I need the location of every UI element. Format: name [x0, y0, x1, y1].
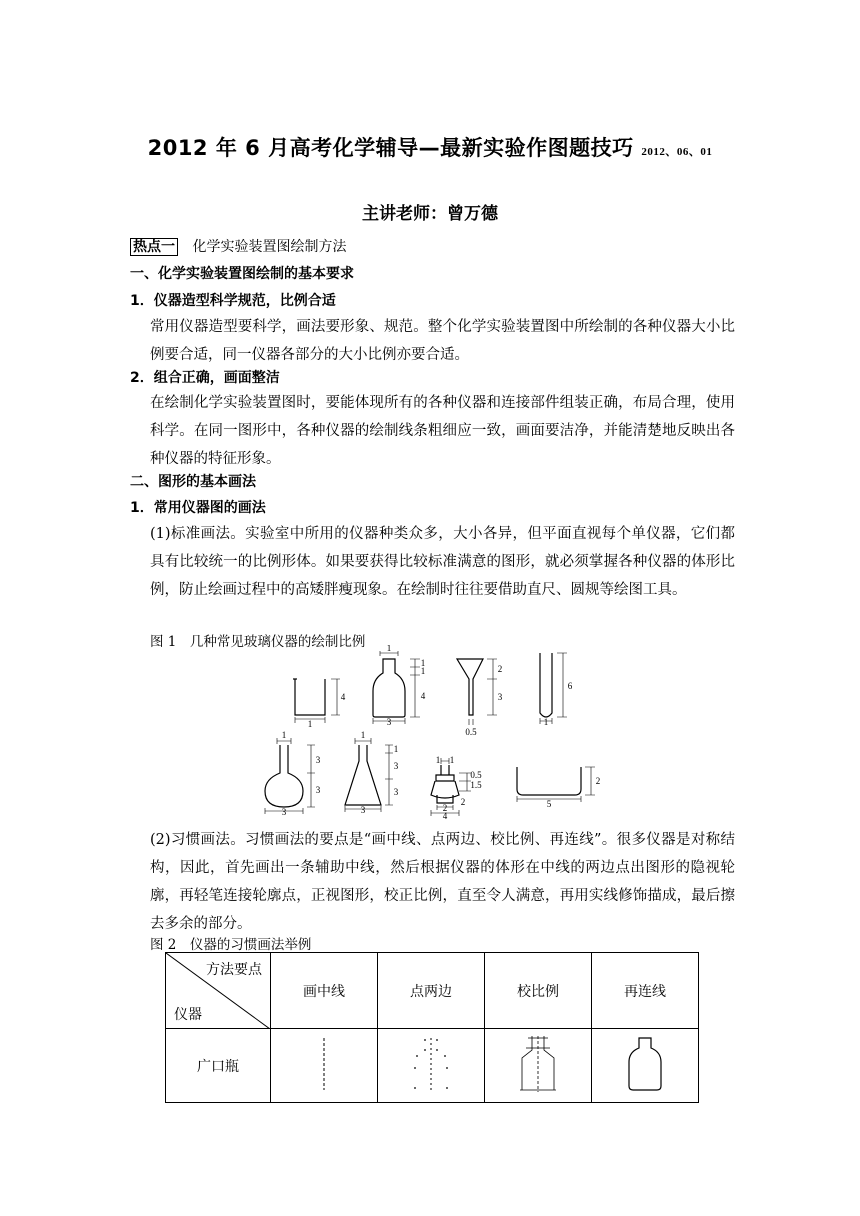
- table-header-cell: 点两边: [378, 953, 485, 1029]
- conical-flask-dimensions: [345, 738, 393, 812]
- corner-bottom-label: 仪器: [174, 1007, 202, 1023]
- section2-heading: 二、图形的基本画法: [130, 474, 256, 490]
- dish-dimensions: [517, 767, 595, 802]
- row-label-cell: 广口瓶: [166, 1029, 271, 1103]
- beaker-width-label: 1: [307, 719, 313, 729]
- bottle-height-label: 4: [420, 691, 426, 701]
- step-connect-cell: [592, 1029, 699, 1103]
- round-flask-dimensions: [265, 738, 315, 814]
- section1-item2-text: 在绘制化学实验装置图时，要能体现所有的各种仪器和连接部件组装正确，布局合理，使用科学。在同一图形中，各种仪器的绘制线条粗细应一致，画面要洁净，并能清楚地反映出各种仪器的特征形象。: [150, 395, 735, 467]
- round-flask-icon: [265, 745, 303, 807]
- beaker-dimensions: [295, 679, 340, 723]
- hotspot-title: 化学实验装置图绘制方法: [192, 239, 347, 255]
- figure1-caption: 图 1 几种常见玻璃仪器的绘制比例: [150, 634, 366, 650]
- step-centerline-cell: [271, 1029, 378, 1103]
- rflask-height-label: 3: [315, 785, 321, 795]
- rflask-top-label: 1: [281, 730, 287, 740]
- bottle-top-label: 1: [386, 645, 392, 653]
- section1-item1-text: 常用仪器造型要科学，画法要形象、规范。整个化学实验装置图中所绘制的各种仪器大小比例要合适，同一仪器各部分的大小比例亦要合适。: [150, 319, 735, 363]
- section2-item1-heading: 1．常用仪器图的画法: [130, 500, 266, 516]
- title-main: 2012 年 6 月高考化学辅导—最新实验作图题技巧: [147, 136, 634, 160]
- title-date: 2012、06、01: [641, 146, 713, 158]
- centerline-sketch-icon: [294, 1034, 354, 1094]
- lamp-a-label: 1: [435, 755, 441, 765]
- tube-height-label: 6: [567, 681, 573, 691]
- lamp-width-label: 4: [442, 811, 448, 820]
- tube-width-label: 1: [543, 717, 549, 727]
- bottle-outline-icon: [615, 1034, 675, 1094]
- corner-top-label: 方法要点: [206, 962, 262, 978]
- teacher-name: 主讲老师：曾万德: [362, 204, 498, 224]
- table-header-cell: 再连线: [592, 953, 699, 1029]
- section1-item1-heading: 1．仪器造型科学规范，比例合适: [130, 293, 336, 309]
- table-header-cell: 画中线: [271, 953, 378, 1029]
- table-row: [166, 1029, 699, 1103]
- bottle-dimensions: [373, 651, 420, 724]
- test-tube-dimensions: [540, 653, 567, 724]
- bottle-width-label: 3: [386, 717, 392, 727]
- cflask-neck-label: 1: [393, 744, 399, 754]
- step-proportion-cell: [485, 1029, 592, 1103]
- funnel-top-label: 2: [497, 664, 503, 674]
- section1-heading: 一、化学实验装置图绘制的基本要求: [130, 266, 354, 282]
- lamp-c-label: 0.5: [470, 770, 482, 780]
- step-points-cell: [378, 1029, 485, 1103]
- funnel-height-label: 3: [497, 692, 503, 702]
- cflask-h1-label: 3: [393, 761, 399, 771]
- test-tube-icon: [540, 653, 552, 717]
- lamp-e-label: 2: [442, 803, 448, 813]
- rflask-neck-label: 3: [315, 755, 321, 765]
- section1-item2-heading: 2．组合正确，画面整洁: [130, 370, 280, 386]
- figure1-glassware-drawing: [255, 645, 615, 820]
- alcohol-lamp-dimensions: [431, 758, 471, 816]
- dish-width-label: 5: [546, 799, 552, 809]
- document-title: [0, 132, 860, 162]
- table-corner-cell: [166, 953, 271, 1029]
- methods-table: [165, 952, 699, 1103]
- habitual-method-paragraph: (2)习惯画法。习惯画法的要点是“画中线、点两边、校比例、再连线”。很多仪器是对称结构，因此，首先画出一条辅助中线，然后根据仪器的体形在中线的两边点出图形的隐视轮廓，再轻笔连接轮廓点，正视图形，校正比例，直至令人满意，再用实线修饰描成，最后擦去多余的部分。: [150, 832, 735, 932]
- funnel-tip-label: 0.5: [465, 727, 477, 737]
- lamp-d-label: 1.5: [470, 780, 482, 790]
- cflask-width-label: 3: [360, 805, 366, 815]
- table-header-row: [166, 953, 699, 1029]
- bottle-icon: [373, 659, 405, 717]
- table-header-cell: 校比例: [485, 953, 592, 1029]
- proportion-sketch-icon: [508, 1034, 568, 1094]
- bottle-neck2-label: 1: [420, 666, 426, 676]
- figure2-caption: 图 2 仪器的习惯画法举例: [150, 937, 312, 953]
- cflask-top-label: 1: [360, 730, 366, 740]
- lamp-b-label: 1: [449, 755, 455, 765]
- funnel-icon: [457, 659, 483, 715]
- cflask-h2-label: 3: [393, 787, 399, 797]
- rflask-width-label: 3: [281, 807, 287, 817]
- alcohol-lamp-icon: [431, 765, 459, 803]
- standard-method-paragraph: (1)标准画法。实验室中所用的仪器种类众多，大小各异，但平面直视每个单仪器，它们都具有比较统一的比例形体。如果要获得比较标准满意的图形，就必须掌握各种仪器的体形比例，防止绘画过程中的高矮胖瘦现象。在绘制时往往要借助直尺、圆规等绘图工具。: [150, 526, 735, 598]
- points-sketch-icon: [401, 1034, 461, 1094]
- dish-icon: [517, 767, 581, 795]
- conical-flask-icon: [345, 745, 381, 805]
- hotspot-tag: 热点一: [130, 238, 178, 256]
- beaker-icon: [293, 679, 325, 715]
- dish-height-label: 2: [595, 776, 601, 786]
- beaker-height-label: 4: [340, 692, 346, 702]
- hotspot-heading: [130, 237, 346, 257]
- lamp-f-label: 2: [460, 797, 466, 807]
- bottle-neck1-label: 1: [420, 658, 426, 668]
